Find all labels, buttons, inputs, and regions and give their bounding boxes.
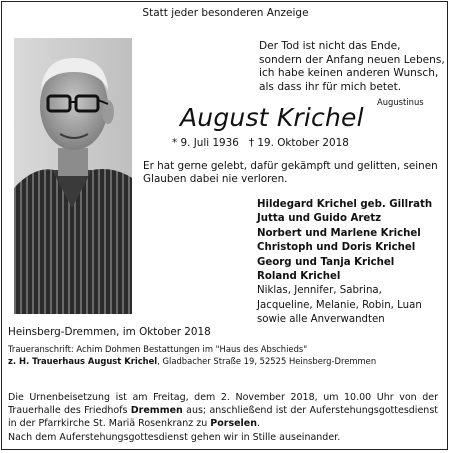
portrait-photo (14, 38, 132, 314)
notice-place: Porselen (210, 417, 258, 429)
mourner-name: Georg und Tanja Krichel (257, 256, 395, 268)
quote-author: Augustinus (377, 97, 424, 107)
header-text: Statt jeder besonderen Anzeige (142, 7, 309, 19)
verse-line: Glauben dabei nie verloren. (143, 173, 288, 186)
grandchildren-line: Jacqueline, Melanie, Robin, Luan (257, 299, 422, 311)
death-date: † 19. Oktober 2018 (248, 137, 349, 149)
quote-line: Der Tod ist nicht das Ende, (259, 40, 401, 52)
notice-text: aus; anschließend ist der Auferstehungsgottesdienst in der Pfarrkirche St. Mariä Rosenkranz zu (8, 404, 438, 429)
notice-text: Die Urnenbeisetzung ist am Freitag, dem 2. November 2018, um 10.00 Uhr von der Trauerhalle des Friedhofs (8, 392, 438, 416)
notice-paragraph (8, 392, 438, 430)
mourner-name: Christoph und Doris Krichel (257, 242, 416, 254)
place-date: Heinsberg-Dremmen, im Oktober 2018 (8, 326, 211, 338)
quote-line: sondern der Anfang neuen Lebens, (259, 53, 445, 66)
address-street: , Gladbacher Straße 19, 52525 Heinsberg-Dremmen (157, 355, 377, 366)
verse-line: Er hat gerne gelebt, dafür gekämpft und gelitten, seinen (143, 160, 438, 172)
funeral-notice (8, 392, 438, 445)
quote-line: als dass ihr für mich betet. (259, 80, 402, 93)
quote-block (259, 40, 445, 94)
notice-text: . (257, 417, 261, 429)
notice-place: Dremmen (130, 404, 183, 416)
relatives-line: sowie alle Anverwandten (257, 314, 385, 326)
deceased-name: August Krichel (180, 103, 364, 132)
address-line: Traueranschrift: Achim Dohmen Bestattungen im "Haus des Abschieds" (8, 344, 308, 354)
mourner-name: Jutta und Guido Aretz (257, 213, 382, 225)
life-dates (172, 137, 349, 149)
notice-paragraph: Nach dem Auferstehungsgottesdienst gehen wir in Stille auseinander. (8, 432, 341, 444)
mourner-name: Hildegard Krichel geb. Gillrath (257, 199, 433, 210)
verse-block (143, 160, 438, 186)
birth-date: * 9. Juli 1936 (172, 137, 239, 149)
mourner-name: Roland Krichel (257, 271, 341, 283)
quote-line: ich habe keinen anderen Wunsch, (259, 67, 439, 80)
mourning-address (8, 344, 376, 367)
grandchildren-line: Niklas, Jennifer, Sabrina, (257, 285, 382, 297)
mourners-list (257, 198, 432, 328)
address-line (8, 356, 376, 368)
mourner-name: Norbert und Marlene Krichel (257, 227, 421, 239)
address-house: z. H. Trauerhaus August Krichel (8, 355, 158, 366)
